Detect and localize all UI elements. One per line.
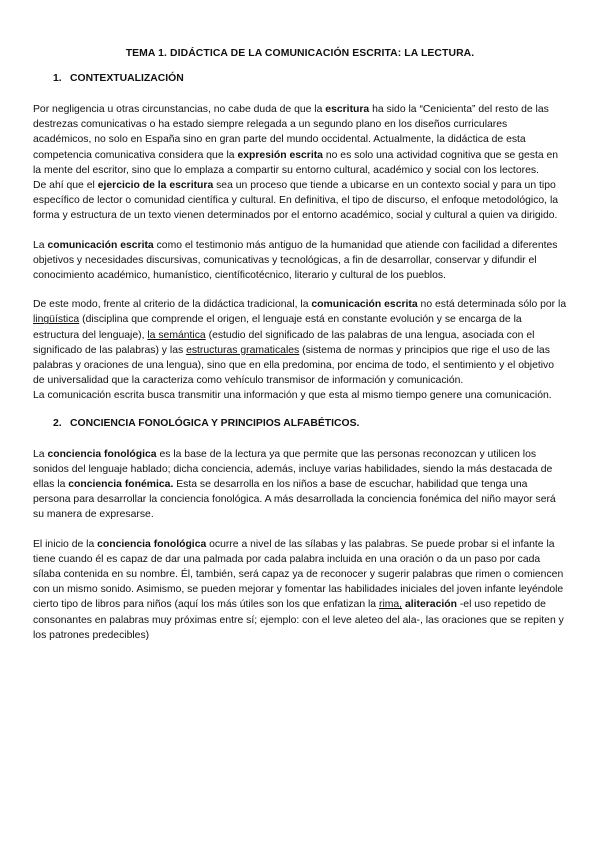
text-run: La bbox=[33, 448, 48, 460]
underlined-term: estructuras gramaticales bbox=[186, 344, 300, 356]
document-page bbox=[33, 48, 567, 643]
text-run: El inicio de la bbox=[33, 538, 98, 550]
s2-paragraph-2 bbox=[33, 537, 567, 643]
bold-term: conciencia fonológica bbox=[47, 448, 157, 460]
s1-paragraph-5: La comunicación escrita busca transmitir una información y que esta al mismo tiempo genere una comunicación. bbox=[33, 390, 552, 402]
bold-term: escritura bbox=[325, 104, 370, 115]
s1-paragraph-1 bbox=[33, 102, 567, 178]
text-run: La bbox=[33, 239, 48, 251]
text-run: Por negligencia u otras circunstancias, no cabe duda de que la bbox=[33, 104, 326, 115]
text-run: Esta se desarrolla en los niños a base de escuchar, habilidad que tenga una persona para desarrollar la conciencia fonológica. A más desarrollada la conciencia fonémica del niño mayor será su manera de expresarse. bbox=[33, 479, 556, 521]
text-run: (sistema de normas y principios que rige el uso de las palabras y oraciones de una lengua), sino que en ella predomina, por encima de todo, el sentimiento y el objetivo de universalidad que la caracteriza como vehículo transmisor de información y comunicación. bbox=[33, 344, 555, 387]
text-run: De ahí que el bbox=[33, 180, 98, 192]
text-run: ocurre a nivel de las sílabas y las palabras. Se puede probar si el infante la tiene cuando él es capaz de dar una palmada por cada palabra incluida en una oración o da un paso por cada sílaba contenida en su nombre. Él, también, será capaz ya de reconocer y sugerir palabras que rimen o comiencen con un mismo sonido. Asimismo, se pueden mejorar y fomentar las habilidades iniciales del joven infante leyéndole cierto tipo de libros para niños (aquí los más útiles son los que enfatizan la bbox=[33, 538, 564, 611]
s2-paragraph-1 bbox=[33, 447, 567, 523]
text-run: sea un proceso que tiende a ubicarse en un contexto social y para un tipo específico de lector o comunidad científica y cultural. En definitiva, el tipo de discurso, el enfoque metodológico, la forma y estructura de un texto vienen determinados por el entorno académico, social y cultural a quien va dirigido. bbox=[33, 180, 559, 222]
bold-term: comunicación escrita bbox=[311, 299, 418, 311]
underlined-term: la semántica bbox=[147, 329, 206, 341]
text-run: -el uso repetido de consonantes en palabras muy próximas entre sí; ejemplo: con el leve aleteo del ala-, las oraciones que se repiten y los patrones predecibles) bbox=[33, 599, 564, 641]
bold-term: comunicación escrita bbox=[47, 239, 154, 251]
underlined-term: lingüística bbox=[33, 314, 80, 326]
section-1-title: CONTEXTUALIZACIÓN bbox=[70, 73, 184, 84]
section-1-heading bbox=[33, 73, 567, 84]
bold-term: conciencia fonémica. bbox=[68, 479, 174, 491]
text-run: (estudio del significado de las palabras de una lengua, asociada con el significado de las palabras) y las bbox=[33, 329, 535, 356]
bold-term: expresión escrita bbox=[237, 149, 323, 161]
bold-term: conciencia fonológica bbox=[97, 538, 207, 550]
text-run: es la base de la lectura ya que permite que las personas reconozcan y utilicen los sonidos del lenguaje hablado; dicha conciencia, además, incluye varias habilidades, siendo la más destacada de ellas la bbox=[33, 448, 553, 491]
s1-paragraph-4 bbox=[33, 297, 567, 388]
text-run: (disciplina que comprende el origen, el lenguaje está en constante evolución y se encarga de la estructura del lenguaje), bbox=[33, 314, 522, 341]
text-run: no es solo una actividad cognitiva que se gesta en la mente del escritor, sino que lo emplaza a compartir su entorno cultural, académico y social con los lectores. bbox=[33, 149, 559, 176]
bold-term: aliteración bbox=[404, 599, 457, 611]
section-2-heading bbox=[33, 418, 567, 429]
text-run: De este modo, frente al criterio de la didáctica tradicional, la bbox=[33, 299, 312, 311]
s1-paragraph-2 bbox=[33, 178, 567, 224]
underlined-term: rima, bbox=[378, 599, 403, 611]
text-run: no está determinada sólo por la bbox=[417, 299, 567, 311]
section-2-number: 2. bbox=[53, 417, 62, 429]
section-1-number: 1. bbox=[53, 73, 62, 84]
s1-paragraph-3 bbox=[33, 238, 567, 284]
bold-term: ejercicio de la escritura bbox=[97, 180, 214, 192]
text-run: ha sido la “Cenicienta” del resto de las destrezas comunicativas o ha estado siempre relegada a un segundo plano en los diseños curriculares académicos, no solo en España sino en gran parte del mundo occidental. Actualmente, la didáctica de esta competencia comunicativa considera que la bbox=[33, 104, 549, 161]
section-2-title: CONCIENCIA FONOLÓGICA Y PRINCIPIOS ALFABÉTICOS. bbox=[70, 417, 360, 429]
document-title: TEMA 1. DIDÁCTICA DE LA COMUNICACIÓN ESCRITA: LA LECTURA. bbox=[125, 48, 475, 59]
text-run: como el testimonio más antiguo de la humanidad que atiende con facilidad a diferentes objetivos y necesidades discursivas, comunicativas y tecnológicas, a fin de desarrollar, conservar y difundir el conocimiento académico, humanístico, científicotécnico, literario y cultural de los pueblos. bbox=[33, 239, 558, 282]
